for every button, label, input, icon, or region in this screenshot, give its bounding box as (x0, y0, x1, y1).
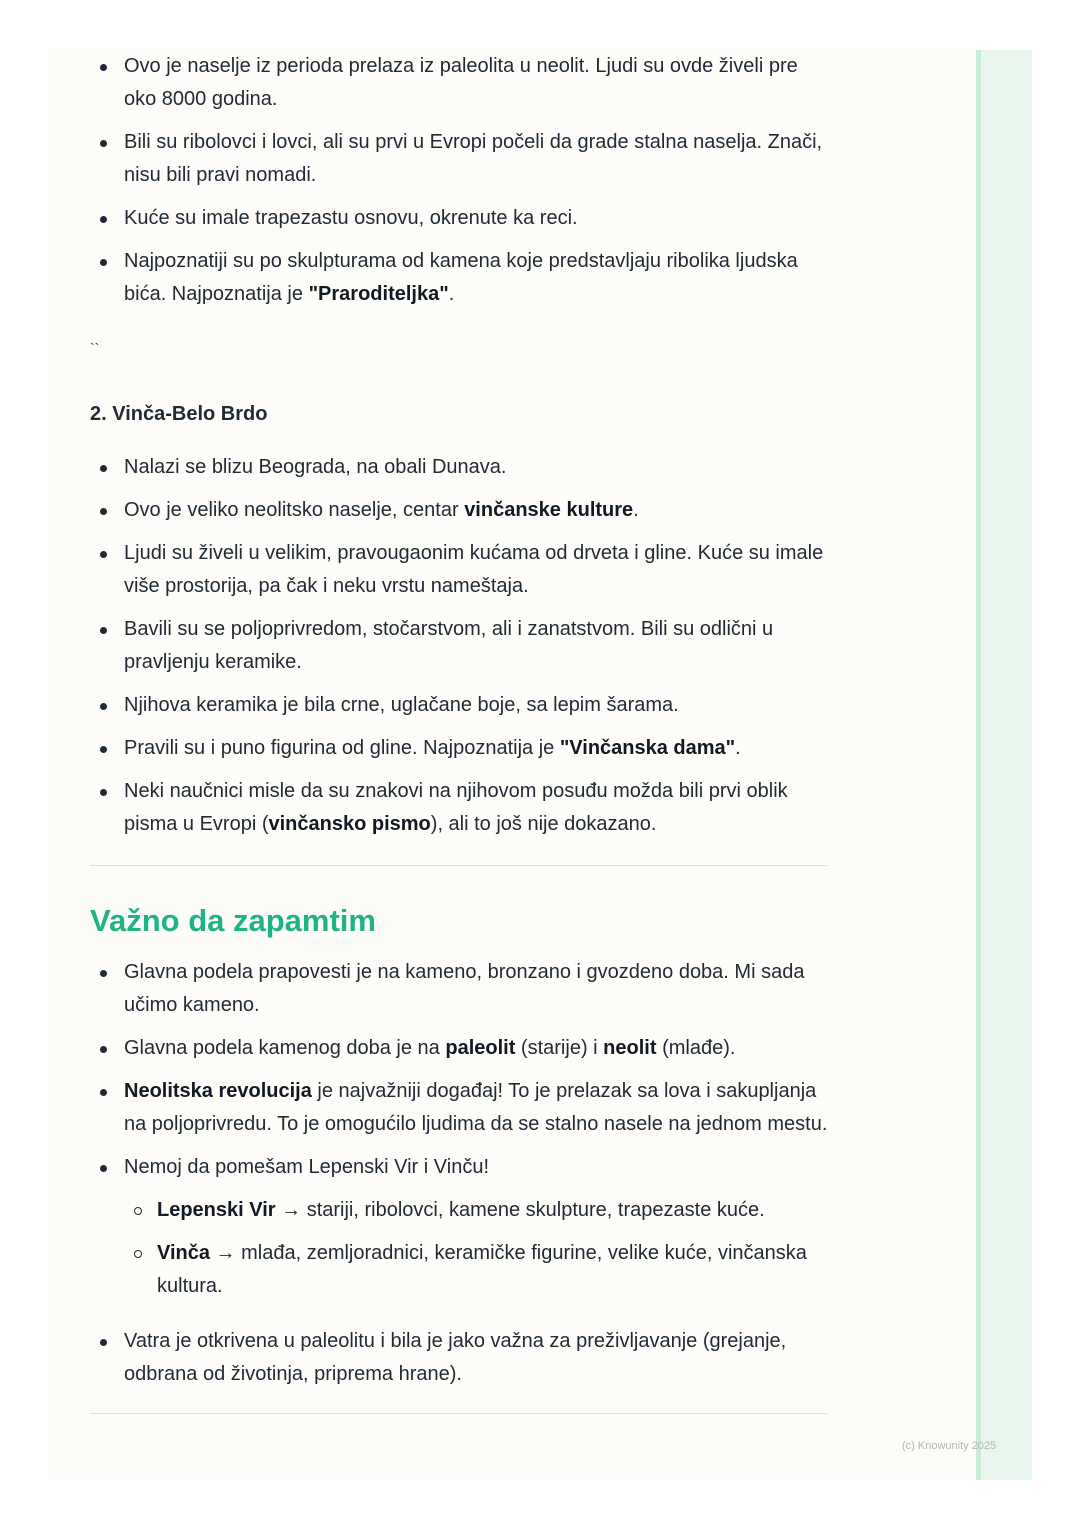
list-item-compare (90, 1151, 830, 1303)
emphasis-text: Lepenski Vir (157, 1199, 276, 1221)
list-item (90, 1032, 830, 1065)
list-item (90, 537, 830, 603)
text-segment: Neki naučnici misle da su znakovi na njihovom posuđu možda bili prvi oblik pisma u Evropi ( (124, 780, 788, 835)
sub-list-item (124, 1237, 830, 1303)
text-segment: ), ali to još nije dokazano. (430, 813, 657, 835)
text-segment: Nalazi se blizu Beograda, na obali Dunava. (124, 456, 507, 478)
list-item (90, 689, 830, 722)
divider (90, 865, 827, 866)
text-segment: . (735, 737, 741, 759)
text-segment: je najvažniji događaj! To je prelazak sa lova i sakupljanja na poljoprivredu. To je omogućilo ljudima da se stalno nasele na jednom mestu. (124, 1080, 828, 1135)
list-item (90, 732, 830, 765)
copyright-footer: (c) Knowunity 2025 (902, 1440, 997, 1452)
summary-heading: Važno da zapamtim (90, 903, 376, 938)
list-item (90, 451, 830, 484)
summary-list (90, 956, 830, 1391)
section2-heading: 2. Vinča-Belo Brdo (90, 403, 268, 425)
text-segment: . (633, 499, 639, 521)
text-segment: Bavili su se poljoprivredom, stočarstvom, ali i zanatstvom. Bili su odlični u pravljenju keramike. (124, 618, 774, 673)
text-segment: → mlađa, zemljoradnici, keramičke figurine, velike kuće, vinčanska kultura. (157, 1242, 807, 1297)
section2-list (90, 451, 830, 841)
compare-text: Nemoj da pomešam Lepenski Vir i Vinču! (124, 1156, 489, 1178)
sub-list-item (124, 1194, 830, 1227)
emphasis-text: "Praroditeljka" (308, 283, 449, 305)
emphasis-text: Neolitska revolucija (124, 1080, 312, 1102)
emphasis-text: vinčansko pismo (268, 813, 431, 835)
list-item (90, 1325, 830, 1391)
text-segment: → stariji, ribolovci, kamene skulpture, trapezaste kuće. (275, 1199, 765, 1221)
stray-backticks: `` (90, 340, 100, 356)
emphasis-text: vinčanske kulture (464, 499, 634, 521)
list-item (90, 126, 830, 192)
text-segment: Bili su ribolovci i lovci, ali su prvi u Evropi počeli da grade stalna naselja. Znači, nisu bili pravi nomadi. (124, 131, 823, 186)
list-item (90, 1075, 830, 1141)
emphasis-text: neolit (603, 1037, 657, 1059)
text-segment: (starije) i (515, 1037, 604, 1059)
list-item (90, 245, 830, 311)
text-segment: Ljudi su živeli u velikim, pravougaonim kućama od drveta i gline. Kuće su imale više prostorija, pa čak i neku vrstu nameštaja. (124, 542, 824, 597)
text-segment: Ovo je naselje iz perioda prelaza iz paleolita u neolit. Ljudi su ovde živeli pre oko 8000 godina. (124, 55, 798, 110)
emphasis-text: paleolit (445, 1037, 516, 1059)
list-item (90, 775, 830, 841)
compare-sublist (124, 1194, 830, 1303)
emphasis-text: Vinča (157, 1242, 210, 1264)
list-item (90, 494, 830, 527)
section1-list (90, 50, 830, 311)
emphasis-text: "Vinčanska dama" (559, 737, 736, 759)
divider-bottom (90, 1413, 827, 1414)
list-item (90, 50, 830, 116)
text-segment: Glavna podela prapovesti je na kameno, bronzano i gvozdeno doba. Mi sada učimo kameno. (124, 961, 805, 1016)
fire-text: Vatra je otkrivena u paleolitu i bila je jako važna za preživljavanje (grejanje, odbrana od životinja, priprema hrane). (124, 1330, 787, 1385)
list-item (90, 956, 830, 1022)
text-segment: Pravili su i puno figurina od gline. Najpoznatija je (124, 737, 560, 759)
text-segment: Najpoznatiji su po skulpturama od kamena koje predstavljaju ribolika ljudska bića. Najpoznatija je (124, 250, 798, 305)
text-segment: . (448, 283, 455, 305)
text-segment: Kuće su imale trapezastu osnovu, okrenute ka reci. (124, 207, 578, 229)
text-segment: Glavna podela kamenog doba je na (124, 1037, 446, 1059)
list-item (90, 202, 830, 235)
side-panel (976, 50, 1032, 1480)
text-segment: Ovo je veliko neolitsko naselje, centar (124, 499, 465, 521)
document-content (90, 50, 830, 1414)
list-item (90, 613, 830, 679)
text-segment: (mlađe). (656, 1037, 736, 1059)
text-segment: Njihova keramika je bila crne, uglačane boje, sa lepim šarama. (124, 694, 679, 716)
